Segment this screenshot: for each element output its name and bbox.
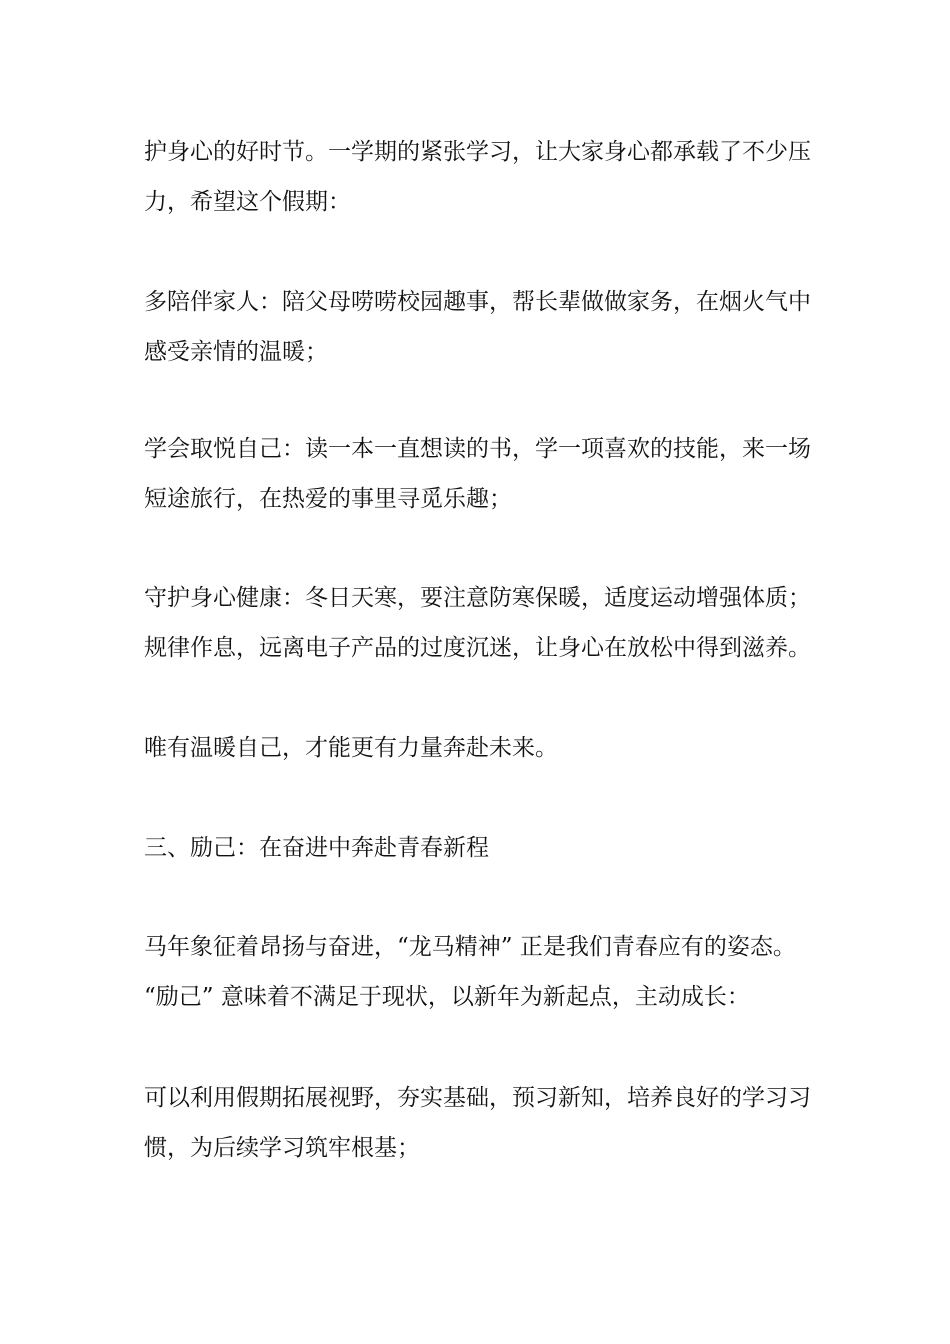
paragraph-7-line-1: 可以利用假期拓展视野，夯实基础，预习新知，培养良好的学习习 bbox=[144, 1085, 811, 1111]
paragraph-1-line-2: 力，希望这个假期： bbox=[144, 189, 351, 215]
paragraph-4-line-1: 守护身心健康：冬日天寒，要注意防寒保暖，适度运动增强体质； bbox=[144, 585, 811, 611]
paragraph-2-line-1: 多陪伴家人：陪父母唠唠校园趣事，帮长辈做做家务，在烟火气中 bbox=[144, 289, 811, 315]
paragraph-3-line-1: 学会取悦自己：读一本一直想读的书，学一项喜欢的技能，来一场 bbox=[144, 436, 811, 462]
section-heading: 三、励己：在奋进中奔赴青春新程 bbox=[144, 835, 489, 861]
paragraph-6-line-1: 马年象征着昂扬与奋进，“龙马精神” 正是我们青春应有的姿态。 bbox=[144, 934, 796, 960]
paragraph-2-line-2: 感受亲情的温暖； bbox=[144, 339, 328, 365]
paragraph-3-line-2: 短途旅行，在热爱的事里寻觅乐趣； bbox=[144, 486, 512, 512]
paragraph-5-line-1: 唯有温暖自己，才能更有力量奔赴未来。 bbox=[144, 735, 558, 761]
paragraph-6-line-2: “励己” 意味着不满足于现状，以新年为新起点，主动成长： bbox=[144, 984, 750, 1010]
paragraph-4-line-2: 规律作息，远离电子产品的过度沉迷，让身心在放松中得到滋养。 bbox=[144, 635, 811, 661]
paragraph-1-line-1: 护身心的好时节。一学期的紧张学习，让大家身心都承载了不少压 bbox=[144, 139, 811, 165]
paragraph-7-line-2: 惯，为后续学习筑牢根基； bbox=[144, 1135, 420, 1161]
